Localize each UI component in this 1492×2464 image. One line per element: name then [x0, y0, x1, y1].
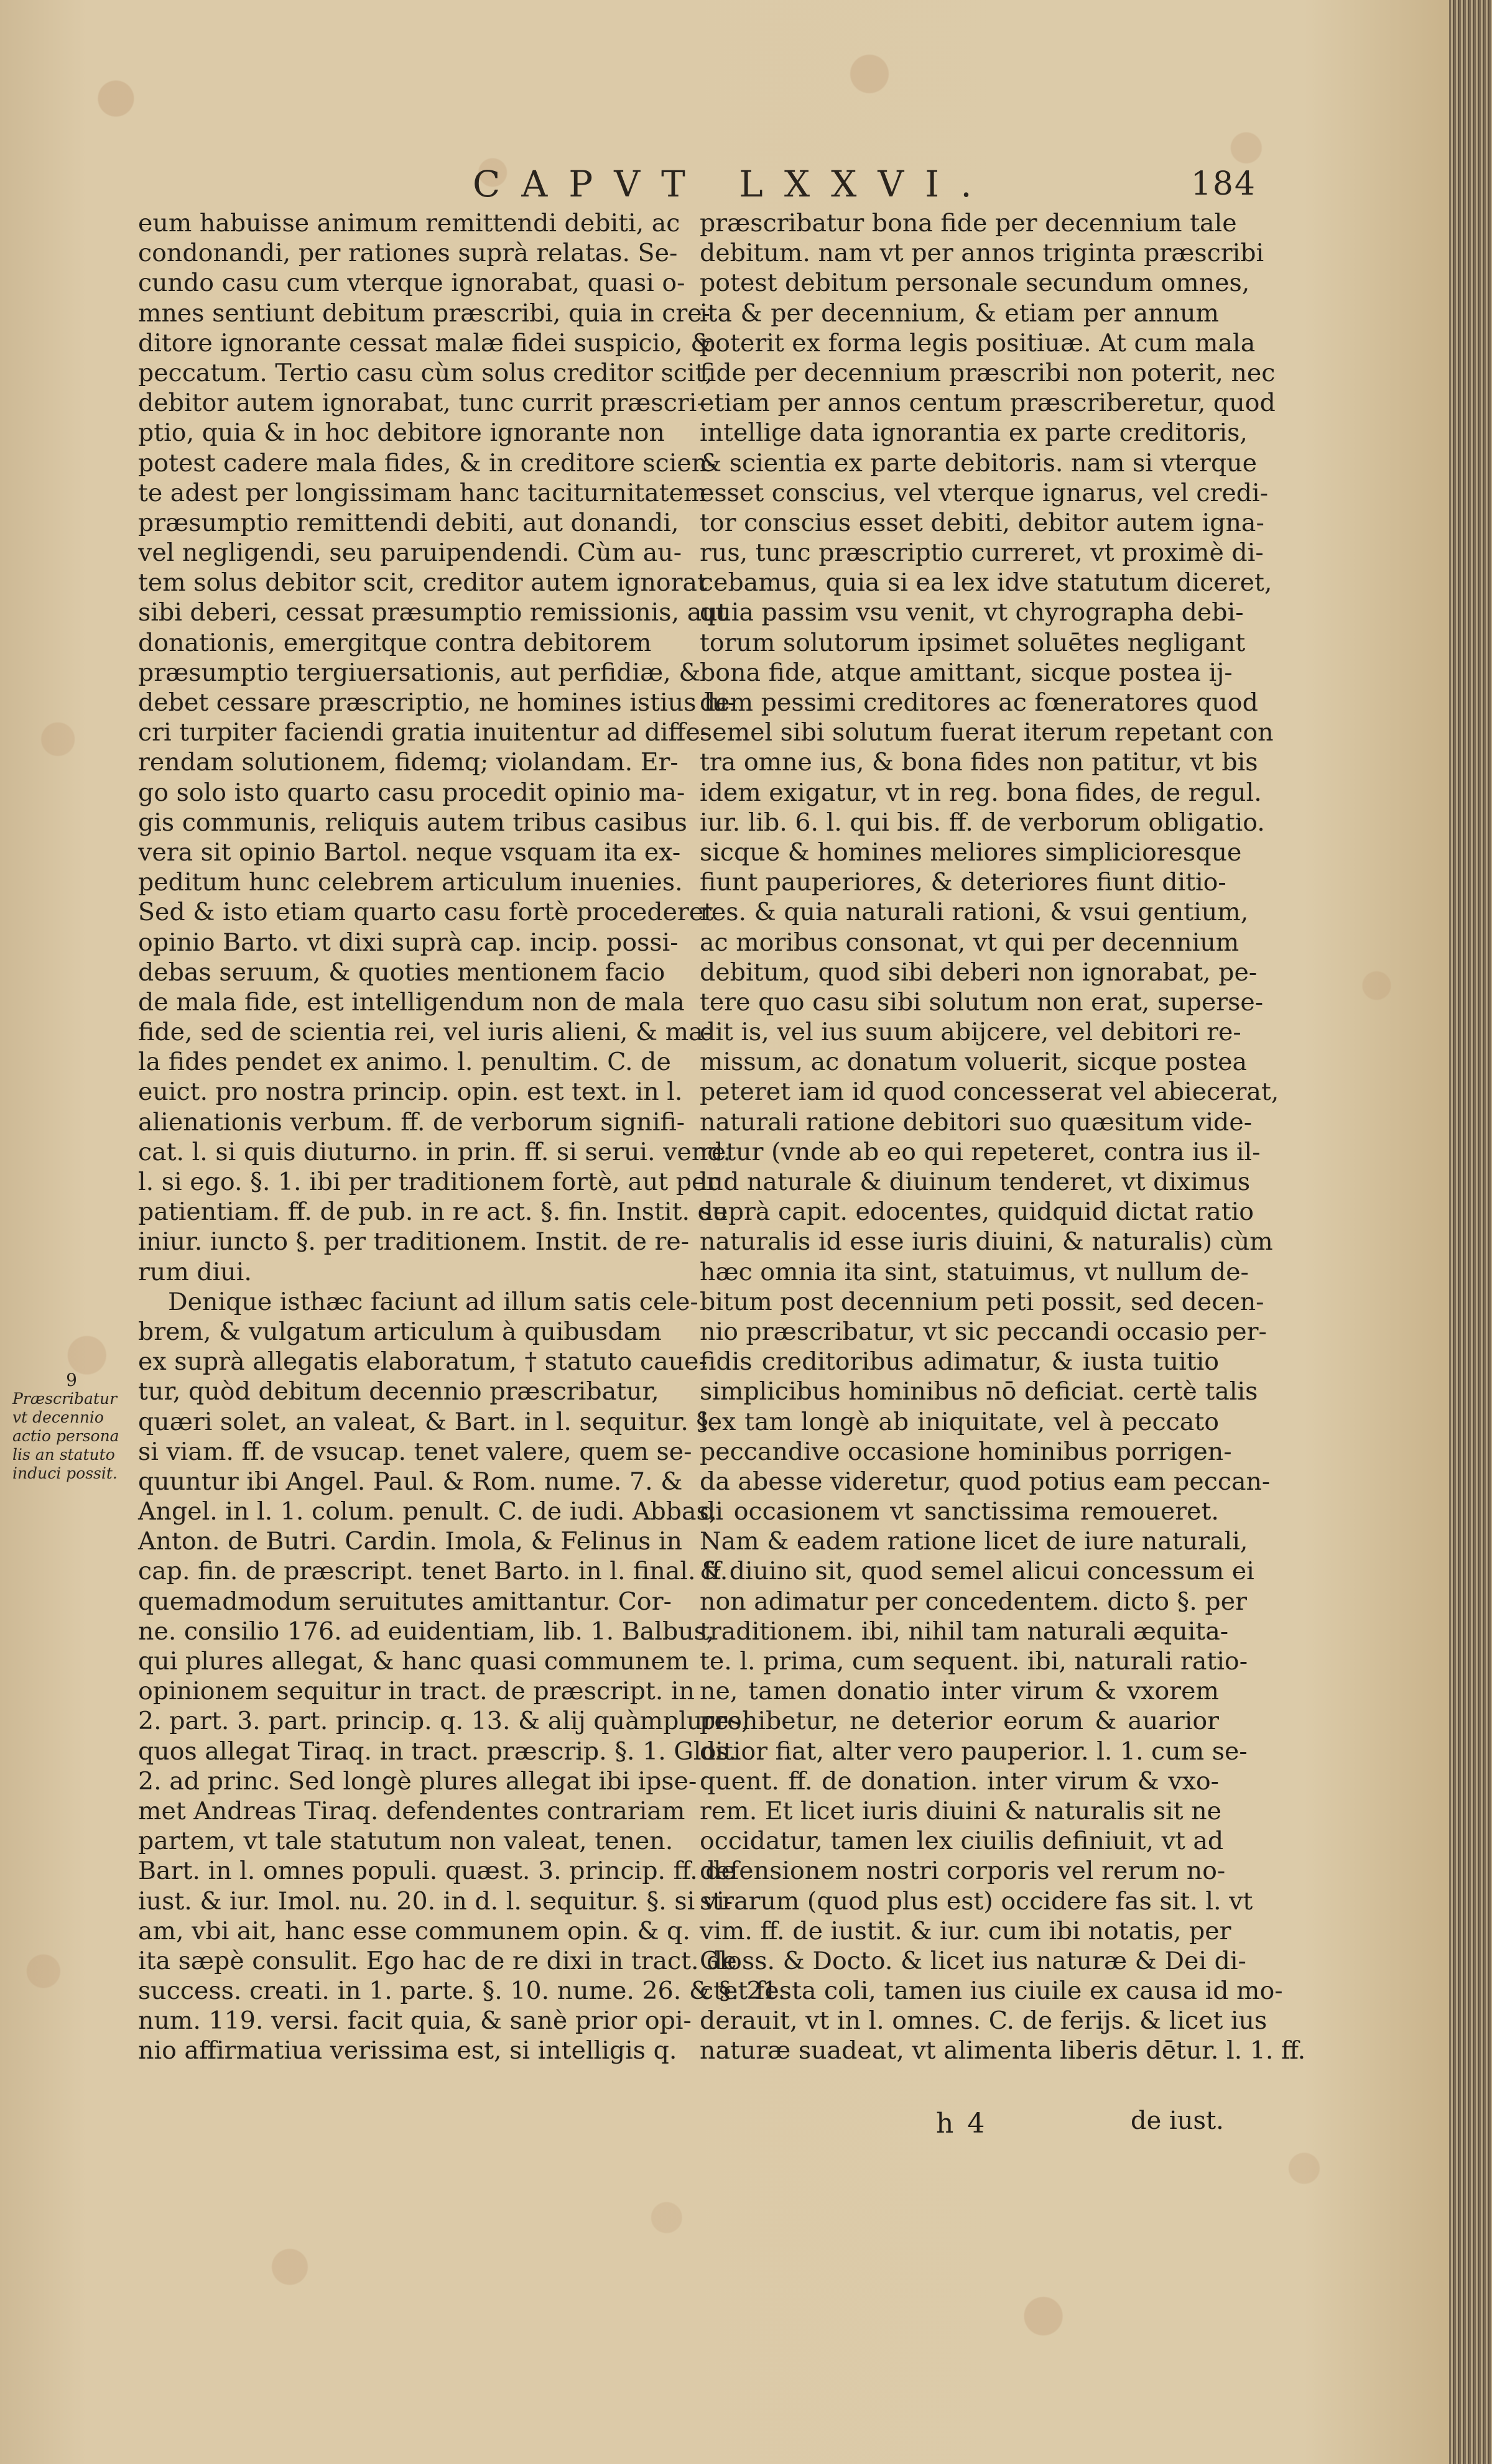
text-line: l. si ego. §. 1. ibi per traditionem fortè, aut per [138, 1168, 718, 1196]
text-line: 2. ad princ. Sed longè plures allegat ibi ipse- [138, 1766, 697, 1796]
text-line: etiam per annos centum præscriberetur, quod [700, 389, 1276, 418]
text-line: peccandive occasione hominibus porrigen- [700, 1437, 1232, 1466]
text-line: Anton. de Butri. Cardin. Imola, & Felinus in [138, 1527, 682, 1556]
text-line: opinionem sequitur in tract. de præscript. in [138, 1677, 695, 1706]
text-line: quæri solet, an valeat, & Bart. in l. sequitur. §. [138, 1407, 716, 1436]
margin-note-line: lis an statuto [12, 1446, 115, 1464]
text-line: ne. consilio 176. ad euidentiam, lib. 1. Balbus, [138, 1617, 715, 1646]
text-line: præsumptio tergiuersationis, aut perfidiæ, & [138, 658, 701, 687]
text-line: cundo casu cum vterque ignorabat, quasi o- [138, 269, 685, 298]
text-line: quent. ff. de donation. inter virum & vxo- [700, 1766, 1219, 1796]
text-line: occidatur, tamen lex ciuilis definiuit, vt ad [700, 1827, 1224, 1856]
text-line: euict. pro nostra princip. opin. est text. in l. [138, 1077, 683, 1107]
text-line: eum habuisse animum remittendi debiti, ac [138, 209, 680, 238]
text-line: fide, sed de scientia rei, vel iuris alieni, & ma- [138, 1018, 712, 1047]
text-line: ac moribus consonat, vt qui per decennium [700, 928, 1239, 957]
text-line: traditionem. ibi, nihil tam naturali æquita- [700, 1617, 1229, 1646]
text-line: Angel. in l. 1. colum. penult. C. de iudi. Abbas, [138, 1497, 717, 1526]
text-line: res. & quia naturali rationi, & vsui gentium, [700, 898, 1249, 927]
text-line: lud naturale & diuinum tenderet, vt diximus [700, 1168, 1251, 1196]
page-edge [1449, 0, 1492, 2464]
text-line: debas seruum, & quoties mentionem facio [138, 957, 665, 987]
text-line: & scientia ex parte debitoris. nam si vterque [700, 448, 1258, 478]
text-line: semel sibi solutum fuerat iterum repetant con [700, 718, 1274, 747]
text-line: ita sæpè consulit. Ego hac de re dixi in tract. de [138, 1946, 737, 1975]
text-line: sicque & homines meliores simplicioresque [700, 837, 1242, 867]
text-line: lex tam longè ab iniquitate, vel à peccato [700, 1407, 1219, 1436]
text-line: iust. & iur. Imol. nu. 20. in d. l. sequitur. §. si vi- [138, 1886, 733, 1916]
text-line: & diuino sit, quod semel alicui concessum ei [700, 1557, 1254, 1586]
text-line: prohibetur, ne deterior eorum & auarior [700, 1707, 1219, 1736]
text-line: peditum hunc celebrem articulum inuenies. [138, 868, 683, 897]
text-line: cat. l. si quis diuturno. in prin. ff. si serui. vend. [138, 1137, 731, 1166]
left-text-column [138, 208, 786, 2066]
signature-mark: h 4 [936, 2108, 988, 2139]
text-line: derauit, vt in l. omnes. C. de ferijs. & licet ius [700, 2006, 1267, 2036]
text-line: Denique isthæc faciunt ad illum satis cele- [168, 1287, 698, 1316]
text-line: retur (vnde ab eo qui repeteret, contra ius il- [700, 1137, 1261, 1166]
text-line: quemadmodum seruitutes amittantur. Cor- [138, 1587, 672, 1616]
text-line: go solo isto quarto casu procedit opinio ma- [138, 778, 685, 807]
text-line: 2. part. 3. part. princip. q. 13. & alij quàmplures, [138, 1707, 749, 1736]
margin-note-line: Præscribatur [12, 1390, 118, 1408]
text-line: opinio Barto. vt dixi suprà cap. incip. possi- [138, 928, 679, 957]
margin-note-line: induci possit. [12, 1464, 118, 1482]
text-line: de mala fide, est intelligendum non de mala [138, 987, 685, 1017]
text-line: ctet festa coli, tamen ius ciuile ex causa id mo- [700, 1977, 1283, 2006]
text-line: nio præscribatur, vt sic peccandi occasio per- [700, 1317, 1267, 1346]
text-line: debet cessare præscriptio, ne homines istius lu- [138, 688, 736, 717]
text-line: naturæ suadeat, vt alimenta liberis dētur. l. 1. ff. [700, 2036, 1306, 2065]
text-line: fidis creditoribus adimatur, & iusta tuitio [700, 1347, 1219, 1377]
text-line: rus, tunc præscriptio curreret, vt proximè di- [700, 538, 1264, 568]
text-line: præscribatur bona fide per decennium tale [700, 209, 1237, 238]
text-line: naturali ratione debitori suo quæsitum vide- [700, 1107, 1253, 1137]
text-line: præsumptio remittendi debiti, aut donandi, [138, 508, 679, 537]
text-line: iur. lib. 6. l. qui bis. ff. de verborum obligatio. [700, 808, 1265, 837]
text-line: tem solus debitor scit, creditor autem ignorat [138, 568, 707, 598]
text-line: debitum. nam vt per annos triginta præscribi [700, 239, 1264, 268]
text-line: debitum, quod sibi deberi non ignorabat, pe- [700, 957, 1258, 987]
text-line: tor conscius esset debiti, debitor autem igna- [700, 508, 1264, 537]
text-line: idem exigatur, vt in reg. bona fides, de regul. [700, 778, 1262, 807]
text-line: ditior fiat, alter vero pauperior. l. 1. cum se- [700, 1737, 1248, 1766]
text-line: success. creati. in 1. parte. §. 10. nume. 26. & §. 21. [138, 1977, 786, 2006]
text-line: Nam & eadem ratione licet de iure naturali, [700, 1527, 1248, 1556]
text-line: cri turpiter faciendi gratia inuitentur ad diffe- [138, 718, 709, 747]
text-line: fide per decennium præscribi non poterit, nec [700, 358, 1276, 387]
text-line: vel negligendi, seu paruipendendi. Cùm au- [138, 538, 682, 568]
text-line: ex suprà allegatis elaboratum, † statuto caue- [138, 1347, 707, 1377]
text-line: iniur. iuncto §. per traditionem. Instit. de re- [138, 1227, 690, 1257]
text-line: bona fide, atque amittant, sicque postea ij- [700, 658, 1233, 687]
text-line: peteret iam id quod concesserat vel abiecerat, [700, 1077, 1279, 1107]
text-line: peccatum. Tertio casu cùm solus creditor scit, [138, 358, 713, 387]
text-line: partem, vt tale statutum non valeat, tenen. [138, 1827, 674, 1856]
text-line: quia passim vsu venit, vt chyrographa debi- [700, 598, 1244, 627]
text-line: Bart. in l. omnes populi. quæst. 3. princip. ff. de [138, 1857, 736, 1886]
text-line: potest debitum personale secundum omnes, [700, 269, 1250, 298]
text-line: poterit ex forma legis positiuæ. At cum mala [700, 328, 1256, 358]
text-line: ditore ignorante cessat malæ fidei suspicio, & [138, 328, 713, 358]
text-line: sibi deberi, cessat præsumptio remissionis, aut [138, 598, 728, 627]
text-line: di occasionem vt sanctissima remoueret. [700, 1497, 1219, 1526]
text-line: si viam. ff. de vsucap. tenet valere, quem se- [138, 1437, 692, 1466]
text-line: simplicibus hominibus nō deficiat. certè talis [700, 1377, 1258, 1406]
margin-note [12, 1371, 131, 1483]
text-line: donationis, emergitque contra debitorem [138, 628, 652, 657]
text-line: quos allegat Tiraq. in tract. præscrip. §. 1. Glos. [138, 1737, 737, 1766]
text-line: ne, tamen donatio inter virum & vxorem [700, 1677, 1219, 1706]
text-line: qui plures allegat, & hanc quasi communem [138, 1647, 689, 1676]
text-line: intellige data ignorantia ex parte creditoris, [700, 418, 1248, 448]
text-line: torum solutorum ipsimet soluētes negligant [700, 628, 1246, 657]
text-line: fiunt pauperiores, & deteriores fiunt ditio- [700, 868, 1226, 897]
text-line: condonandi, per rationes suprà relatas. Se- [138, 239, 678, 268]
text-line: bitum post decennium peti possit, sed decen- [700, 1287, 1264, 1316]
text-line: mnes sentiunt debitum præscribi, quia in cre- [138, 298, 710, 328]
text-line: suprà capit. edocentes, quidquid dictat ratio [700, 1197, 1254, 1227]
text-line: strarum (quod plus est) occidere fas sit. l. vt [700, 1886, 1253, 1916]
page-header [448, 163, 1256, 213]
text-line: rendam solutionem, fidemq; violandam. Er- [138, 748, 679, 777]
text-line: dem pessimi creditores ac fœneratores quod [700, 688, 1258, 717]
text-line: vera sit opinio Bartol. neque vsquam ita ex- [138, 837, 681, 867]
text-line: tra omne ius, & bona fides non patitur, vt bis [700, 748, 1258, 777]
text-line: nio affirmatiua verissima est, si intelligis q. [138, 2036, 677, 2065]
text-line: tur, quòd debitum decennio præscribatur, [138, 1377, 659, 1406]
text-line: dit is, vel ius suum abijcere, vel debitori re- [700, 1018, 1241, 1047]
margin-note-number: 9 [66, 1370, 77, 1390]
catchword: de iust. [1131, 2106, 1224, 2135]
margin-note-line: vt decennio [12, 1408, 104, 1426]
page-number: 184 [1190, 165, 1256, 203]
text-line: cap. fin. de præscript. tenet Barto. in l. final. ff. [138, 1557, 728, 1586]
text-line: missum, ac donatum voluerit, sicque postea [700, 1048, 1248, 1077]
text-line: debitor autem ignorabat, tunc currit præscri- [138, 389, 705, 418]
text-line: defensionem nostri corporis vel rerum no- [700, 1857, 1226, 1886]
text-line: brem, & vulgatum articulum à quibusdam [138, 1317, 662, 1346]
text-line: te. l. prima, cum sequent. ibi, naturali ratio- [700, 1647, 1248, 1676]
text-line: rum diui. [138, 1257, 252, 1286]
text-line: quuntur ibi Angel. Paul. & Rom. nume. 7. & [138, 1467, 683, 1496]
text-line: am, vbi ait, hanc esse communem opin. & q. [138, 1916, 690, 1945]
text-line: hæc omnia ita sint, statuimus, vt nullum de- [700, 1257, 1249, 1286]
text-line: naturalis id esse iuris diuini, & naturalis) cùm [700, 1227, 1273, 1257]
text-line: alienationis verbum. ff. de verborum signifi- [138, 1107, 685, 1137]
text-line: gis communis, reliquis autem tribus casibus [138, 808, 687, 837]
text-line: ptio, quia & in hoc debitore ignorante non [138, 418, 665, 448]
text-line: patientiam. ff. de pub. in re act. §. fin. Instit. de [138, 1197, 728, 1227]
text-line: non adimatur per concedentem. dicto §. per [700, 1587, 1247, 1616]
text-line: ita & per decennium, & etiam per annum [700, 298, 1219, 328]
text-line: te adest per longissimam hanc taciturnitatem [138, 478, 707, 507]
text-line: potest cadere mala fides, & in creditore scien- [138, 448, 716, 478]
margin-note-line: actio persona [12, 1427, 119, 1445]
text-line: esset conscius, vel vterque ignarus, vel credi- [700, 478, 1269, 507]
text-line: rem. Et licet iuris diuini & naturalis sit ne [700, 1796, 1222, 1825]
text-line: met Andreas Tiraq. defendentes contrariam [138, 1796, 685, 1825]
right-text-column [700, 208, 1306, 2066]
text-line: da abesse videretur, quod potius eam peccan- [700, 1467, 1271, 1496]
text-line: Sed & isto etiam quarto casu fortè procederet [138, 898, 714, 927]
text-line: vim. ff. de iustit. & iur. cum ibi notatis, per [700, 1916, 1231, 1945]
running-head: CAPVT LXXVI. [473, 163, 993, 205]
text-line: cebamus, quia si ea lex idve statutum diceret, [700, 568, 1272, 598]
text-line: num. 119. versi. facit quia, & sanè prior opi- [138, 2006, 692, 2036]
text-line: la fides pendet ex animo. l. penultim. C. de [138, 1048, 671, 1077]
text-line: Gloss. & Docto. & licet ius naturæ & Dei di- [700, 1946, 1246, 1975]
text-line: tere quo casu sibi solutum non erat, superse- [700, 987, 1264, 1017]
